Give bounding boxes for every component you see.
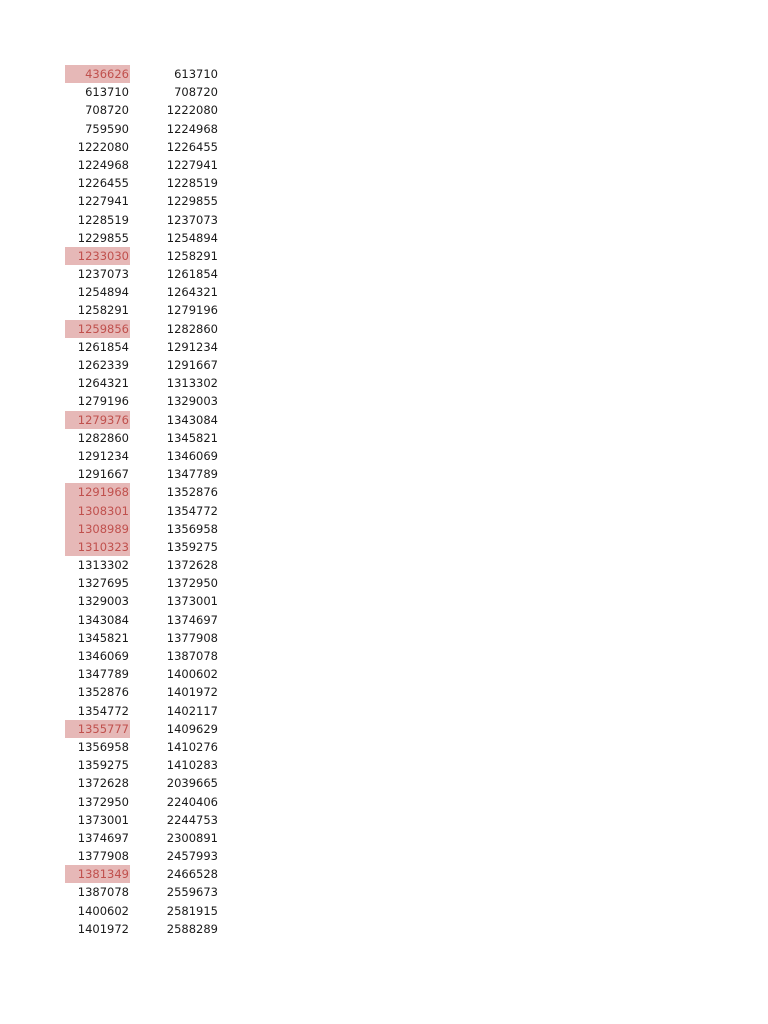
- cell-column-a[interactable]: 1227941: [77, 194, 129, 209]
- table-row: [65, 902, 219, 920]
- table-row: [65, 320, 219, 338]
- cell-column-a[interactable]: 1291667: [77, 467, 129, 482]
- cell-column-a[interactable]: 1374697: [77, 830, 129, 845]
- table-row: [65, 374, 219, 392]
- cell-column-b[interactable]: 1222080: [166, 103, 218, 118]
- table-row: [65, 592, 219, 610]
- cell-column-b[interactable]: 1401972: [166, 685, 218, 700]
- cell-column-b[interactable]: 1354772: [166, 503, 218, 518]
- cell-column-a[interactable]: 1401972: [77, 921, 129, 936]
- cell-column-a[interactable]: 1347789: [77, 667, 129, 682]
- cell-column-b[interactable]: 1409629: [166, 721, 218, 736]
- cell-column-a[interactable]: 1346069: [77, 649, 129, 663]
- cell-column-b[interactable]: 1237073: [166, 212, 218, 227]
- cell-column-a[interactable]: 1329003: [77, 594, 129, 609]
- table-row: [65, 556, 219, 574]
- cell-column-a[interactable]: 1372628: [77, 776, 129, 791]
- table-row: [65, 502, 219, 520]
- cell-column-a[interactable]: 1354772: [77, 703, 129, 718]
- table-row: [65, 774, 219, 792]
- table-row: [65, 847, 219, 865]
- cell-column-b[interactable]: 1291234: [166, 339, 218, 354]
- cell-column-a[interactable]: 1264321: [77, 376, 129, 391]
- table-row: [65, 247, 219, 265]
- cell-column-b[interactable]: 1372950: [166, 576, 218, 591]
- table-row: [65, 520, 219, 538]
- cell-column-a[interactable]: 1279196: [77, 394, 129, 409]
- cell-column-b[interactable]: 1400602: [166, 667, 218, 682]
- cell-column-a[interactable]: 1327695: [77, 576, 129, 591]
- cell-column-b[interactable]: 1343084: [166, 412, 218, 427]
- cell-column-a[interactable]: 1359275: [77, 758, 129, 773]
- cell-column-b[interactable]: 1229855: [166, 194, 218, 209]
- cell-column-b[interactable]: 1254894: [166, 230, 218, 245]
- cell-column-b[interactable]: 1258291: [166, 248, 218, 263]
- cell-column-a[interactable]: 1400602: [77, 903, 129, 918]
- highlighted-cell-column-a[interactable]: 1279376: [65, 411, 130, 429]
- cell-column-a[interactable]: 1258291: [77, 303, 129, 318]
- cell-column-b[interactable]: 2039665: [166, 776, 218, 791]
- cell-column-b[interactable]: 708720: [174, 85, 218, 100]
- table-row: [65, 829, 219, 847]
- highlighted-cell-column-a[interactable]: 1233030: [65, 247, 130, 265]
- cell-column-a[interactable]: 1228519: [77, 212, 129, 227]
- cell-column-a[interactable]: 1345821: [77, 630, 129, 645]
- cell-column-b[interactable]: 2559673: [166, 885, 218, 900]
- cell-column-a[interactable]: 1254894: [77, 285, 129, 300]
- cell-column-a[interactable]: 1224968: [77, 157, 129, 172]
- highlighted-cell-column-a[interactable]: 1259856: [65, 320, 130, 338]
- highlighted-cell-column-a[interactable]: 436626: [65, 65, 130, 83]
- cell-column-b[interactable]: 1279196: [166, 303, 218, 318]
- cell-column-b[interactable]: 1352876: [166, 485, 218, 500]
- table-row: [65, 101, 219, 119]
- highlighted-cell-column-a[interactable]: 1355777: [65, 720, 130, 738]
- table-row: [65, 120, 219, 138]
- cell-column-b[interactable]: 1345821: [166, 430, 218, 445]
- cell-column-a[interactable]: 1261854: [77, 339, 129, 354]
- cell-column-b[interactable]: 1374697: [166, 612, 218, 627]
- cell-column-a[interactable]: 1373001: [77, 812, 129, 827]
- cell-column-b[interactable]: 1282860: [166, 321, 218, 336]
- cell-column-a[interactable]: 1229855: [77, 230, 129, 245]
- table-row: [65, 574, 219, 592]
- cell-column-a[interactable]: 1222080: [77, 139, 129, 154]
- table-row: [65, 483, 219, 501]
- cell-column-b[interactable]: 613710: [174, 67, 218, 81]
- highlighted-cell-column-a[interactable]: 1291968: [65, 483, 130, 501]
- table-row: [65, 301, 219, 319]
- table-row: [65, 465, 219, 483]
- cell-column-b[interactable]: 1356958: [166, 521, 218, 536]
- table-row: [65, 65, 219, 83]
- table-row: [65, 429, 219, 447]
- cell-column-b[interactable]: 2588289: [166, 921, 218, 936]
- table-row: [65, 738, 219, 756]
- cell-column-a[interactable]: 759590: [85, 121, 129, 136]
- table-row: [65, 138, 219, 156]
- cell-column-a[interactable]: 1377908: [77, 849, 129, 864]
- cell-column-b[interactable]: 1359275: [166, 539, 218, 554]
- table-row: [65, 83, 219, 101]
- cell-column-b[interactable]: 2457993: [166, 849, 218, 864]
- cell-column-b[interactable]: 1291667: [166, 358, 218, 372]
- cell-column-a[interactable]: 1352876: [77, 685, 129, 700]
- cell-column-b[interactable]: 2300891: [166, 830, 218, 845]
- cell-column-a[interactable]: 1262339: [77, 358, 129, 372]
- cell-column-b[interactable]: 2240406: [166, 794, 218, 809]
- table-row: [65, 338, 219, 356]
- table-row: [65, 883, 219, 901]
- cell-column-b[interactable]: 1387078: [166, 649, 218, 663]
- table-row: [65, 629, 219, 647]
- table-row: [65, 702, 219, 720]
- table-row: [65, 392, 219, 410]
- table-row: [65, 647, 219, 665]
- cell-column-b[interactable]: 1402117: [166, 703, 218, 718]
- cell-column-b[interactable]: 2581915: [166, 903, 218, 918]
- cell-column-b[interactable]: 1313302: [166, 376, 218, 391]
- cell-column-b[interactable]: 1264321: [166, 285, 218, 300]
- table-row: [65, 793, 219, 811]
- cell-column-b[interactable]: 1377908: [166, 630, 218, 645]
- table-row: [65, 811, 219, 829]
- highlighted-cell-column-a[interactable]: 1381349: [65, 865, 130, 883]
- cell-column-b[interactable]: 1347789: [166, 467, 218, 482]
- cell-column-b[interactable]: 2244753: [166, 812, 218, 827]
- cell-column-a[interactable]: 613710: [85, 85, 129, 100]
- table-row: [65, 538, 219, 556]
- cell-column-a[interactable]: 1356958: [77, 739, 129, 754]
- table-row: [65, 229, 219, 247]
- cell-column-b[interactable]: 1329003: [166, 394, 218, 409]
- table-row: [65, 447, 219, 465]
- table-row: [65, 665, 219, 683]
- cell-column-a[interactable]: 708720: [85, 103, 129, 118]
- cell-column-a[interactable]: 1237073: [77, 267, 129, 282]
- cell-column-a[interactable]: 1372950: [77, 794, 129, 809]
- table-row: [65, 356, 219, 374]
- table-row: [65, 265, 219, 283]
- table-row: [65, 211, 219, 229]
- table-row: [65, 683, 219, 701]
- cell-column-b[interactable]: 1346069: [166, 448, 218, 463]
- highlighted-cell-column-a[interactable]: 1310323: [65, 538, 130, 556]
- table-row: [65, 174, 219, 192]
- cell-column-b[interactable]: 1228519: [166, 176, 218, 191]
- cell-column-b[interactable]: 1373001: [166, 594, 218, 609]
- table-row: [65, 756, 219, 774]
- highlighted-cell-column-a[interactable]: 1308301: [65, 502, 130, 520]
- cell-column-a[interactable]: 1282860: [77, 430, 129, 445]
- cell-column-b[interactable]: 1227941: [166, 157, 218, 172]
- spreadsheet-grid: [65, 65, 219, 938]
- cell-column-a[interactable]: 1226455: [77, 176, 129, 191]
- table-row: [65, 283, 219, 301]
- table-row: [65, 156, 219, 174]
- cell-column-a[interactable]: 1291234: [77, 448, 129, 463]
- highlighted-cell-column-a[interactable]: 1308989: [65, 520, 130, 538]
- table-row: [65, 611, 219, 629]
- table-row: [65, 192, 219, 210]
- cell-column-a[interactable]: 1387078: [77, 885, 129, 900]
- table-row: [65, 865, 219, 883]
- cell-column-b[interactable]: 1410276: [166, 739, 218, 754]
- cell-column-b[interactable]: 1372628: [166, 558, 218, 573]
- cell-column-b[interactable]: 1410283: [166, 758, 218, 773]
- cell-column-b[interactable]: 1226455: [166, 139, 218, 154]
- cell-column-a[interactable]: 1313302: [77, 558, 129, 573]
- table-row: [65, 920, 219, 938]
- cell-column-b[interactable]: 1224968: [166, 121, 218, 136]
- table-row: [65, 720, 219, 738]
- cell-column-a[interactable]: 1343084: [77, 612, 129, 627]
- cell-column-b[interactable]: 2466528: [166, 867, 218, 882]
- table-row: [65, 411, 219, 429]
- cell-column-b[interactable]: 1261854: [166, 267, 218, 282]
